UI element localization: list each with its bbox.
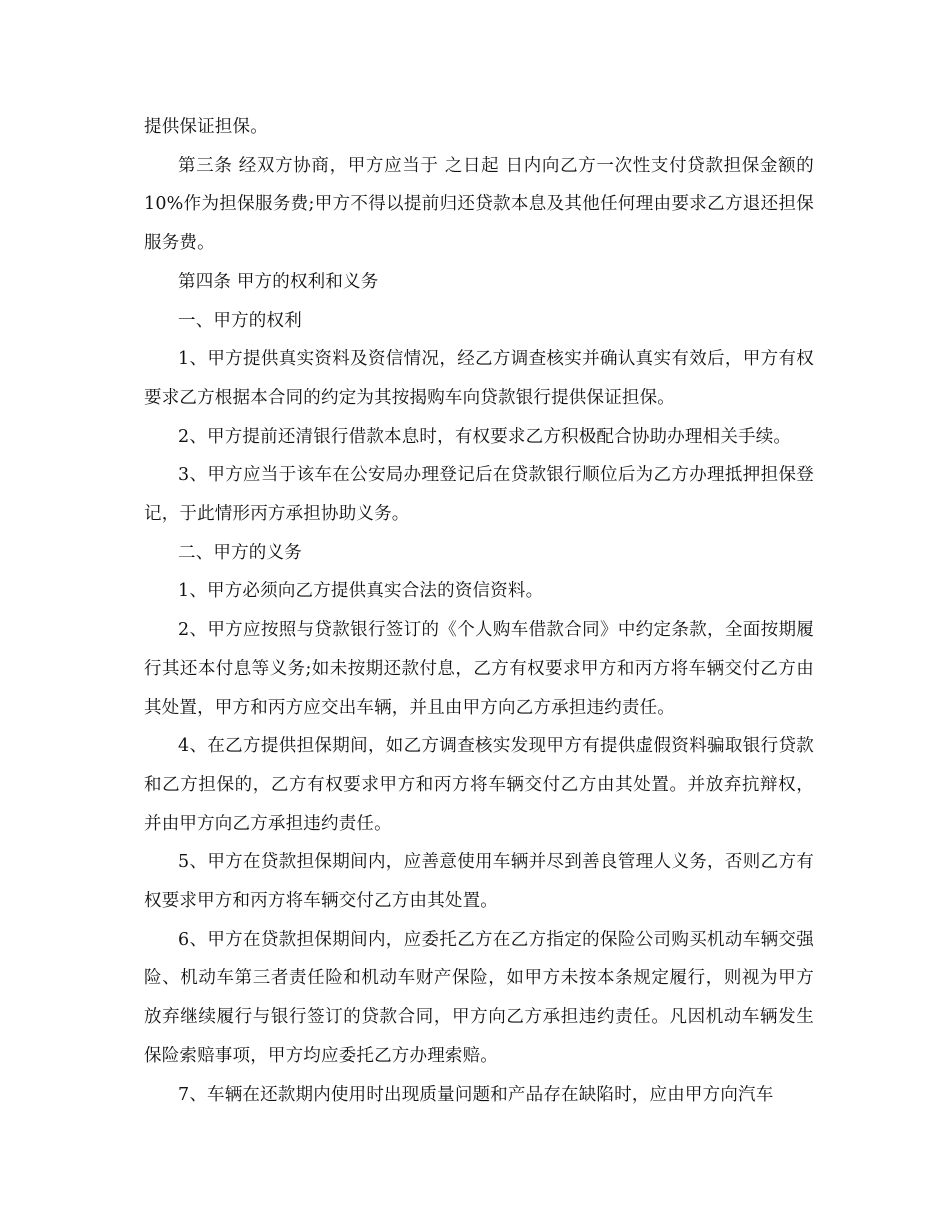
paragraph-article-3: 第三条 经双方协商，甲方应当于 之日起 日内向乙方一次性支付贷款担保金额的 10%作为担保服务费;甲方不得以提前归还贷款本息及其他任何理由要求乙方退还担保服务费。 (144, 155, 820, 254)
paragraph-obligation-6: 6、甲方在贷款担保期间内，应委托乙方在乙方指定的保险公司购买机动车辆交强险、机动车第三者责任险和机动车财产保险，如甲方未按本条规定履行，则视为甲方放弃继续履行与银行签订的贷款合同，甲方向乙方承担违约责任。凡因机动车辆发生保险索赔事项，甲方均应委托乙方办理索赔。 (144, 929, 814, 1066)
heading-article-4: 第四条 甲方的权利和义务 (178, 271, 379, 292)
paragraph-right-3: 3、甲方应当于该车在公安局办理登记后在贷款银行顺位后为乙方办理抵押担保登记，于此情形丙方承担协助义务。 (144, 465, 814, 525)
paragraph-obligation-5: 5、甲方在贷款担保期间内，应善意使用车辆并尽到善良管理人义务，否则乙方有权要求甲方和丙方将车辆交付乙方由其处置。 (144, 852, 814, 912)
paragraph-obligation-4: 4、在乙方提供担保期间，如乙方调查核实发现甲方有提供虚假资料骗取银行贷款和乙方担保的，乙方有权要求甲方和丙方将车辆交付乙方由其处置。并放弃抗辩权，并由甲方向乙方承担违约责任。 (144, 736, 814, 834)
paragraph-obligation-7: 7、车辆在还款期内使用时出现质量问题和产品存在缺陷时，应由甲方向汽车 (178, 1084, 774, 1105)
paragraph-right-2: 2、甲方提前还清银行借款本息时，有权要求乙方积极配合协助办理相关手续。 (178, 426, 792, 447)
heading-party-a-rights: 一、甲方的权利 (178, 310, 302, 331)
paragraph-continuation: 提供保证担保。 (144, 117, 268, 137)
paragraph-obligation-2: 2、甲方应按照与贷款银行签订的《个人购车借款合同》中约定条款，全面按期履行其还本付息等义务;如未按期还款付息，乙方有权要求甲方和丙方将车辆交付乙方由其处置，甲方和丙方应交出车辆，并且由甲方向乙方承担违约责任。 (144, 620, 814, 718)
heading-party-a-obligations: 二、甲方的义务 (178, 542, 302, 563)
paragraph-obligation-1: 1、甲方必须向乙方提供真实合法的资信资料。 (178, 581, 544, 602)
paragraph-right-1: 1、甲方提供真实资料及资信情况，经乙方调查核实并确认真实有效后，甲方有权要求乙方根据本合同的约定为其按揭购车向贷款银行提供保证担保。 (144, 349, 814, 408)
document-body (144, 108, 820, 1114)
